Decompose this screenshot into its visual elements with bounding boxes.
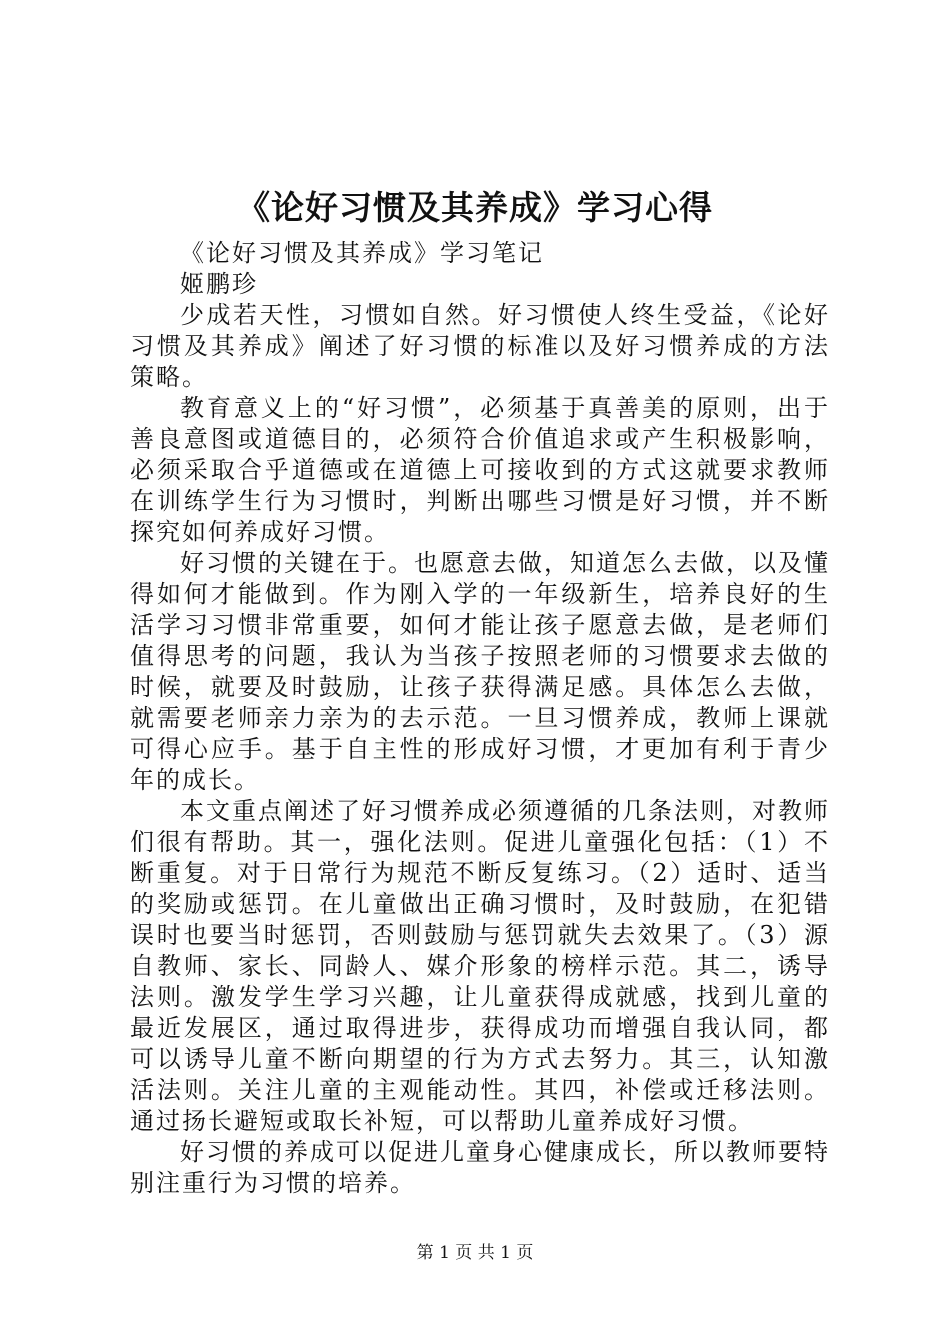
paragraph: 好习惯的关键在于。也愿意去做，知道怎么去做，以及懂得如何才能做到。作为刚入学的一年级新生，培养良好的生活学习习惯非常重要，如何才能让孩子愿意去做，是老师们值得思考的问题，我认为当孩子按照老师的习惯要求去做的时候，就要及时鼓励，让孩子获得满足感。具体怎么去做，就需要老师亲力亲为的去示范。一旦习惯养成，教师上课就可得心应手。基于自主性的形成好习惯，才更加有利于青少年的成长。 <box>130 549 830 794</box>
document-title: 《论好习惯及其养成》学习心得 <box>237 188 713 227</box>
author-line: 姬鹏珍 <box>180 270 258 298</box>
document-body <box>130 238 830 1199</box>
subtitle-line: 《论好习惯及其养成》学习笔记 <box>180 239 544 267</box>
paragraph: 少成若天性，习惯如自然。好习惯使人终生受益，《论好习惯及其养成》阐述了好习惯的标准以及好习惯养成的方法策略。 <box>130 301 830 391</box>
page-number-footer: 第 1 页 共 1 页 <box>416 1243 534 1263</box>
paragraph: 教育意义上的“好习惯”，必须基于真善美的原则，出于善良意图或道德目的，必须符合价值追求或产生积极影响，必须采取合乎道德或在道德上可接收到的方式这就要求教师在训练学生行为习惯时，判断出哪些习惯是好习惯，并不断探究如何养成好习惯。 <box>130 394 830 546</box>
paragraph: 好习惯的养成可以促进儿童身心健康成长，所以教师要特别注重行为习惯的培养。 <box>130 1138 830 1197</box>
paragraph: 本文重点阐述了好习惯养成必须遵循的几条法则，对教师们很有帮助。其一，强化法则。促进儿童强化包括：（1）不断重复。对于日常行为规范不断反复练习。（2）适时、适当的奖励或惩罚。在儿童做出正确习惯时，及时鼓励，在犯错误时也要当时惩罚，否则鼓励与惩罚就失去效果了。（3）源自教师、家长、同龄人、媒介形象的榜样示范。其二，诱导法则。激发学生学习兴趣，让儿童获得成就感，找到儿童的最近发展区，通过取得进步，获得成功而增强自我认同，都可以诱导儿童不断向期望的行为方式去努力。其三，认知激活法则。关注儿童的主观能动性。其四，补偿或迁移法则。通过扬长避短或取长补短，可以帮助儿童养成好习惯。 <box>130 797 830 1135</box>
